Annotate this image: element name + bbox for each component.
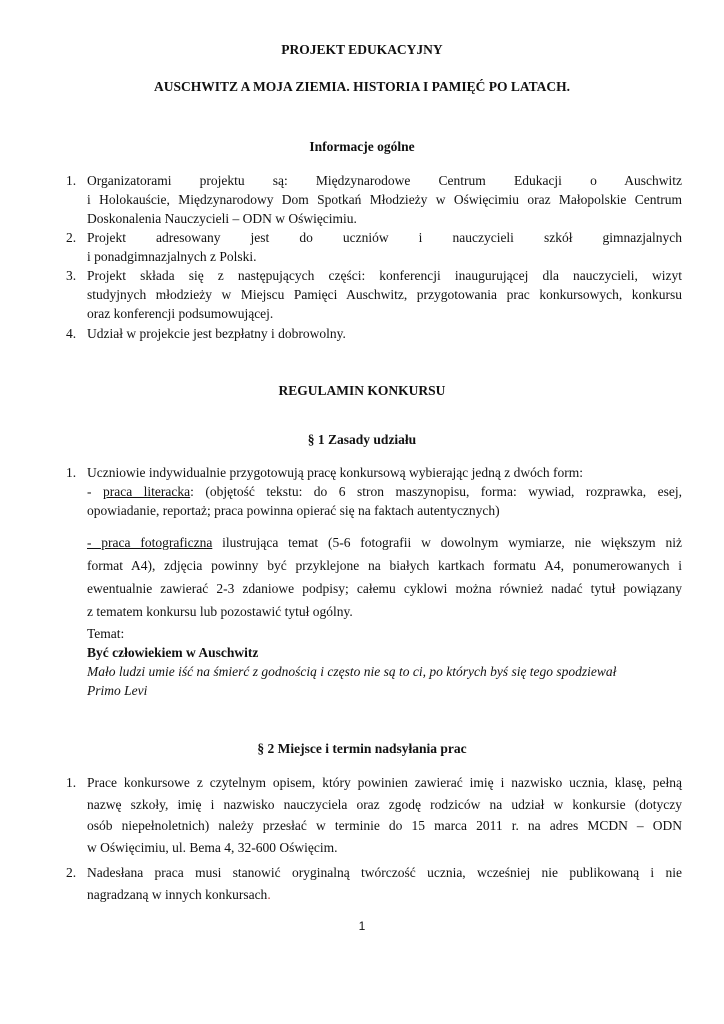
end-mark: . xyxy=(267,886,271,902)
theme-block xyxy=(87,624,682,700)
general-item-1-line-3: Doskonalenia Nauczycieli – ODN w Oświęcimiu. xyxy=(87,211,357,226)
photo-form-label: - praca fotograficzna xyxy=(87,535,213,550)
section-1-heading: § 1 Zasady udziału xyxy=(307,432,417,447)
general-item-1-line-1: Organizatorami projektu są: Międzynarodowe Centrum Edukacji o Auschwitz xyxy=(87,173,682,188)
list-number: 1. xyxy=(66,775,77,790)
general-item-4-line-1: Udział w projekcie jest bezpłatny i dobrowolny. xyxy=(87,326,346,341)
photo-form-line-2: format A4), zdjęcia powinny być przyklejone na białych kartkach formatu A4, ponumerowanych i xyxy=(87,558,682,573)
general-item-3-line-2: studyjnych młodzieży w Miejscu Pamięci Auschwitz, przygotowania prac konkursowych, konkursu xyxy=(87,287,682,302)
section-2-item-1-line-3: osób niepełnoletnich) należy przesłać w terminie do 15 marca 2011 r. na adres MCDN – ODN xyxy=(87,818,682,833)
general-item-1-line-2: i Holokauście, Międzynarodowy Dom Spotkań Młodzieży w Oświęcimiu oraz Małopolskie Centrum xyxy=(87,192,682,207)
section-2-item-2-line-2-text: nagradzaną w innych konkursach xyxy=(87,886,268,902)
rules-heading: REGULAMIN KONKURSU xyxy=(278,383,446,398)
literary-form-label: praca literacka xyxy=(102,484,191,499)
document-title: PROJEKT EDUKACYJNY xyxy=(281,42,443,57)
general-item-3-line-3: oraz konferencji podsumowującej. xyxy=(87,306,274,321)
photo-form-line-3: ewentualnie zawierać 2-3 zdaniowe podpisy; całemu cyklowi można również nadać tytuł powiązany xyxy=(87,581,682,596)
section-2-item-1-line-1: Prace konkursowe z czytelnym opisem, który powinien zawierać imię i nazwisko ucznia, klasę, pełną xyxy=(87,775,682,790)
document-subtitle: AUSCHWITZ A MOJA ZIEMIA. HISTORIA I PAMIĘĆ PO LATACH. xyxy=(153,79,571,94)
literary-form-line-1 xyxy=(87,482,682,501)
list-number: 4. xyxy=(66,326,77,341)
list-number: 2. xyxy=(66,865,77,880)
page-number: 1 xyxy=(358,919,366,933)
general-item-2-line-1: Projekt adresowany jest do uczniów i nauczycieli szkół gimnazjalnych xyxy=(87,230,682,245)
section-2-heading: § 2 Miejsce i termin nadsyłania prac xyxy=(257,741,467,756)
general-info-heading: Informacje ogólne xyxy=(309,139,415,154)
general-item-2-line-2: i ponadgimnazjalnych z Polski. xyxy=(87,249,257,264)
theme-quote: Mało ludzi umie iść na śmierć z godnością i często nie są to ci, po których byś się tego spodziewał xyxy=(87,664,617,679)
photo-form-paragraph xyxy=(87,531,682,623)
section-2-item-2-line-1: Nadesłana praca musi stanowić oryginalną twórczość ucznia, wcześniej nie publikowaną i nie xyxy=(87,865,682,880)
section-2-item-1-line-2: nazwę szkoły, imię i nazwisko nauczyciela oraz zgodę rodziców na udział w konkursie (dotyczy xyxy=(87,796,682,812)
quote-author: Primo Levi xyxy=(87,683,148,698)
photo-form-text: ilustrująca temat (5-6 fotografii w dowolnym wymiarze, nie większym niż xyxy=(212,535,682,550)
literary-form-text: : (objętość tekstu: do 6 stron maszynopisu, forma: wywiad, rozprawka, esej, xyxy=(190,484,683,499)
section-2-item-1-line-4: w Oświęcimiu, ul. Bema 4, 32-600 Oświęcim. xyxy=(87,839,338,855)
literary-prefix: - xyxy=(87,484,103,499)
list-number: 3. xyxy=(66,268,77,283)
list-number: 1. xyxy=(66,173,77,188)
photo-form-line-4: z tematem konkursu lub pozostawić tytuł ogólny. xyxy=(87,604,353,619)
list-number: 2. xyxy=(66,230,77,245)
theme-title: Być człowiekiem w Auschwitz xyxy=(87,645,259,660)
theme-label: Temat: xyxy=(87,626,125,641)
section-1-intro: Uczniowie indywidualnie przygotowują pracę konkursową wybierając jedną z dwóch form: xyxy=(87,465,583,480)
list-number: 1. xyxy=(66,465,77,480)
general-item-3-line-1: Projekt składa się z następujących części: konferencji inaugurującej dla nauczycieli, wizyt xyxy=(87,268,682,283)
literary-form-line-2: opowiadanie, reportaż; praca powinna opierać się na faktach autentycznych) xyxy=(87,503,500,518)
photo-form-line-1 xyxy=(87,531,682,554)
section-2-item-2-line-2 xyxy=(87,884,682,906)
